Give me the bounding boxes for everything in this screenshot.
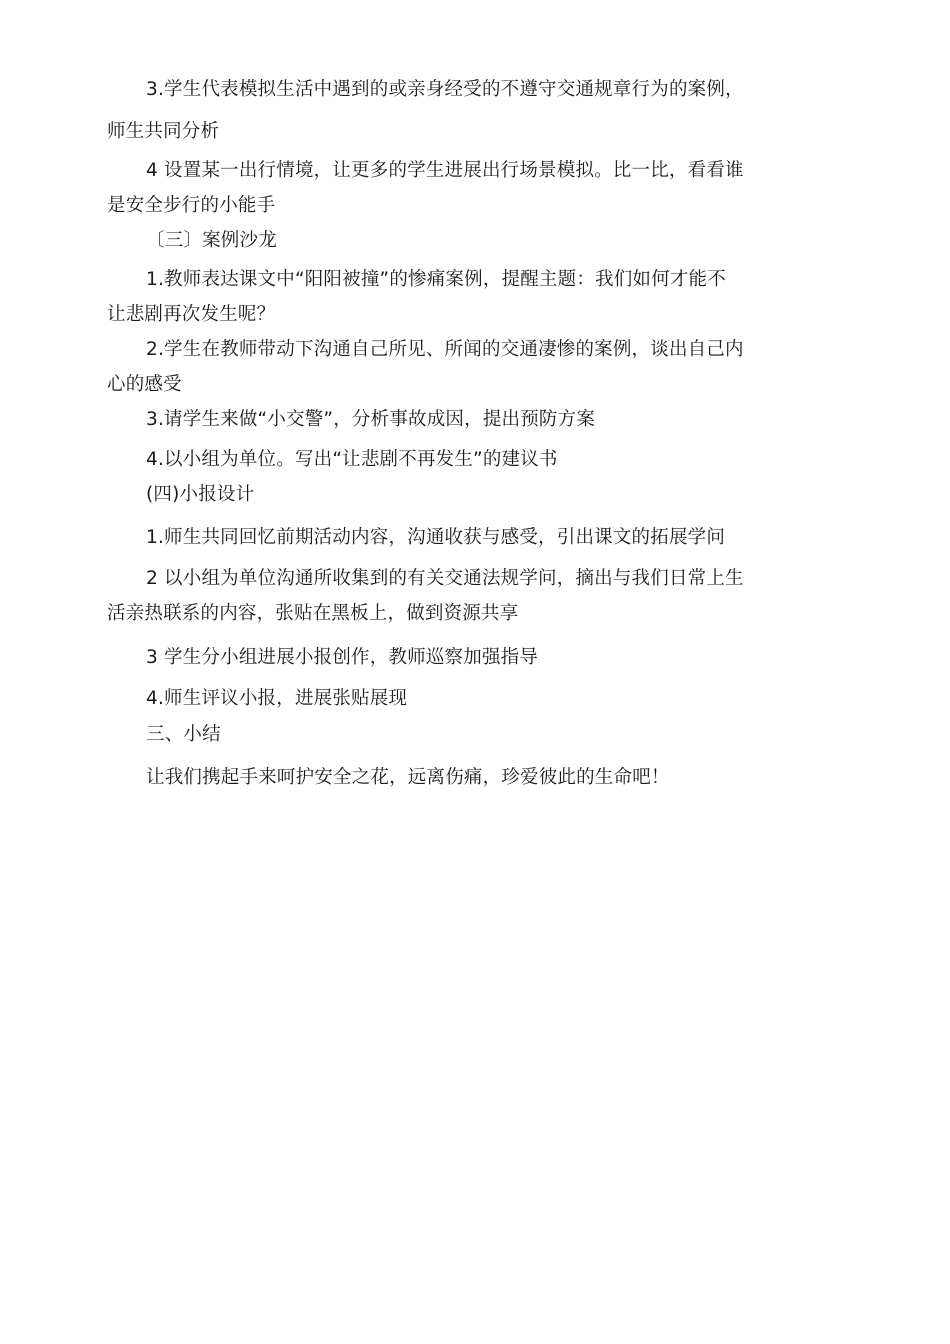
paragraph-line: 心的感受: [107, 374, 182, 395]
paragraph-line: 4.师生评议小报，进展张贴展现: [146, 688, 408, 709]
paragraph-line: 4 设置某一出行情境，让更多的学生进展出行场景模拟。比一比，看看谁: [146, 160, 744, 181]
paragraph-line: 3.请学生来做“小交警”，分析事故成因，提出预防方案: [146, 409, 596, 430]
section-heading: (四)小报设计: [146, 484, 255, 505]
paragraph-line: 让悲剧再次发生呢？: [107, 304, 276, 325]
paragraph-line: 4.以小组为单位。写出“让悲剧不再发生”的建议书: [146, 449, 558, 470]
paragraph-line: 2.学生在教师带动下沟通自己所见、所闻的交通凄惨的案例，谈出自己内: [146, 339, 744, 360]
paragraph-line: 1.教师表达课文中“阳阳被撞”的惨痛案例，提醒主题：我们如何才能不: [146, 269, 726, 290]
paragraph-line: 3.学生代表模拟生活中遇到的或亲身经受的不遵守交通规章行为的案例，: [146, 79, 744, 100]
section-heading: 〔三〕案例沙龙: [146, 230, 277, 251]
paragraph-line: 是安全步行的小能手: [107, 195, 276, 216]
paragraph-line: 让我们携起手来呵护安全之花，远离伤痛，珍爱彼此的生命吧！: [146, 767, 670, 788]
section-heading: 三、小结: [146, 724, 221, 745]
paragraph-line: 师生共同分析: [107, 121, 220, 142]
paragraph-line: 2 以小组为单位沟通所收集到的有关交通法规学问，摘出与我们日常上生: [146, 568, 744, 589]
paragraph-line: 活亲热联系的内容，张贴在黑板上，做到资源共享: [107, 603, 519, 624]
paragraph-line: 1.师生共同回忆前期活动内容，沟通收获与感受，引出课文的拓展学问: [146, 527, 726, 548]
paragraph-line: 3 学生分小组进展小报创作，教师巡察加强指导: [146, 647, 539, 668]
